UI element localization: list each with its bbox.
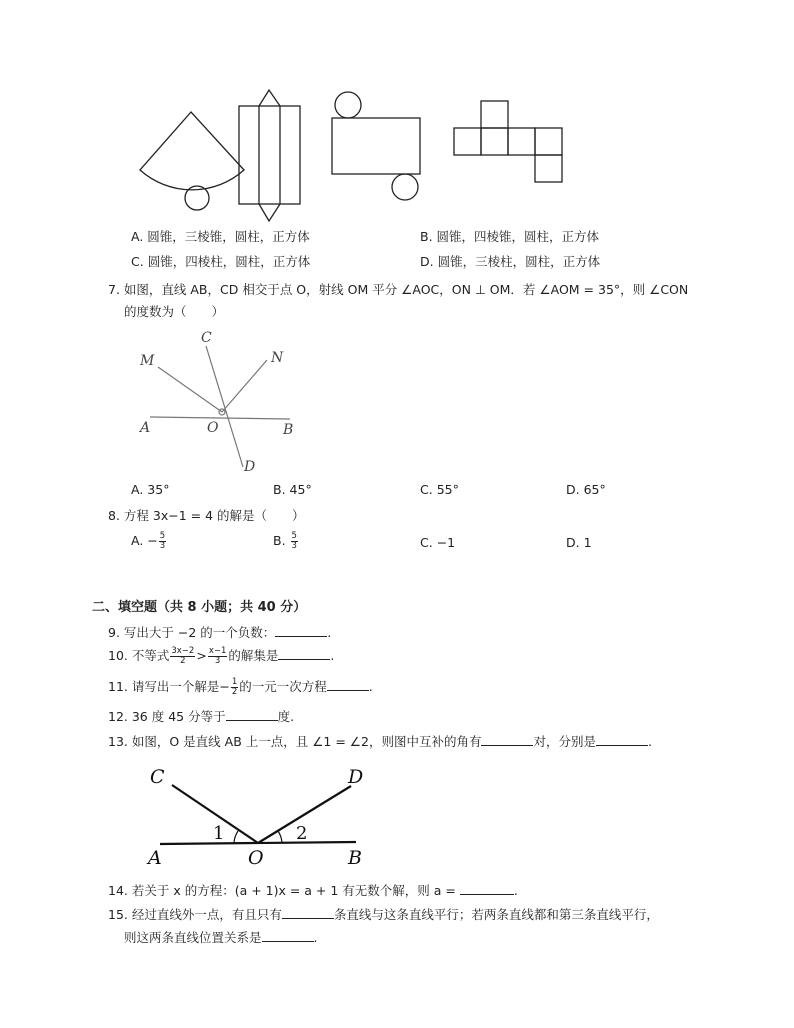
q15-line1	[108, 906, 659, 923]
q13-label-c: C	[150, 766, 165, 788]
option-letter: D.	[420, 254, 434, 269]
option-text: 1	[583, 535, 592, 550]
fraction-numerator: 3x−2	[171, 646, 195, 656]
q12-text: 12. 36 度 45 分等于	[108, 709, 226, 724]
fraction-denominator: 3	[159, 541, 166, 551]
q9-text: 9. 写出大于 −2 的一个负数：	[108, 625, 276, 640]
option-letter: A.	[131, 533, 144, 548]
option-text: 65°	[583, 482, 606, 497]
option-letter: A.	[131, 229, 144, 244]
fraction-denominator: 3	[214, 656, 221, 666]
fraction-numerator: 5	[159, 531, 166, 541]
fraction-denominator: 3	[291, 541, 297, 551]
q11-end: .	[368, 679, 373, 694]
q13-text: 13. 如图，O 是直线 AB 上一点，且 ∠1 = ∠2，则图中互补的角有	[108, 734, 482, 749]
q15-text: 15. 经过直线外一点，有且只有	[108, 907, 282, 922]
q14-answer-blank[interactable]	[460, 882, 514, 895]
q13-label-a: A	[148, 847, 162, 869]
q15-answer-blank-1[interactable]	[282, 906, 334, 919]
option-letter: A.	[131, 482, 144, 497]
q8-stem: 8. 方程 3x−1 = 4 的解是（ ）	[108, 508, 305, 523]
q11-text: 11. 请写出一个解是	[108, 679, 220, 694]
option-letter: C.	[420, 535, 433, 550]
q13-angle-1-label: 1	[213, 823, 225, 844]
q7-label-o: O	[207, 420, 219, 436]
q13-angle-2-label: 2	[296, 823, 308, 844]
option-letter: D.	[566, 482, 580, 497]
q7-label-n: N	[271, 350, 284, 366]
option-letter: D.	[566, 535, 580, 550]
option-letter: B.	[273, 533, 286, 548]
q7-label-m: M	[140, 353, 155, 369]
q11-sign: −	[219, 679, 230, 694]
q9-end: .	[327, 625, 332, 640]
q15-end: .	[313, 930, 318, 945]
fraction-numerator: 1	[231, 677, 238, 687]
option-sign: −	[147, 533, 158, 548]
q7-label-b: B	[283, 422, 294, 438]
section-title: 二、填空题（共 8 小题；共 40 分）	[92, 600, 307, 615]
fraction-numerator: 5	[291, 531, 297, 541]
q15-line2	[124, 929, 318, 946]
q13-label-b: B	[348, 847, 362, 869]
fraction-numerator: x−1	[208, 646, 227, 656]
q14-end: .	[513, 883, 518, 898]
q13-end: .	[647, 734, 652, 749]
q13-text-mid: 对，分别是	[533, 734, 596, 749]
q7-label-c: C	[201, 330, 212, 346]
option-text: 圆锥，三棱锥，圆柱，正方体	[147, 229, 310, 244]
option-text: −1	[436, 535, 456, 550]
option-text: 55°	[436, 482, 459, 497]
option-text: 圆锥，四棱锥，圆柱，正方体	[436, 229, 600, 244]
q10-end: .	[330, 648, 335, 663]
q7-stem-line1: 7. 如图，直线 AB，CD 相交于点 O，射线 OM 平分 ∠AOC，ON ⊥ OM．若 ∠AOM = 35°，则 ∠CON	[108, 282, 689, 297]
option-text: 35°	[147, 482, 170, 497]
q13-label-o: O	[248, 847, 264, 869]
q12-end: 度.	[277, 709, 295, 724]
q13-label-d: D	[348, 766, 364, 788]
q7-label-d: D	[244, 459, 256, 475]
q15-answer-blank-2[interactable]	[262, 929, 314, 942]
option-letter: B.	[273, 482, 286, 497]
q7-stem-line2: 的度数为（ ）	[124, 304, 225, 319]
q7-label-a: A	[140, 420, 151, 436]
q15-text-line2: 则这两条直线位置关系是	[124, 930, 262, 945]
q14-text: 14. 若关于 x 的方程：(a + 1)x = a + 1 有无数个解，则 a =	[108, 883, 456, 898]
fraction-denominator: 2	[180, 656, 186, 666]
option-letter: C.	[420, 482, 433, 497]
q11-text-mid: 的一元一次方程	[239, 679, 327, 694]
q10-text-mid: 的解集是	[228, 648, 279, 663]
q10-text: 10. 不等式	[108, 648, 170, 663]
option-text: 圆锥，四棱柱，圆柱，正方体	[147, 254, 311, 269]
q14	[108, 882, 518, 899]
fraction-denominator: 2	[231, 687, 238, 697]
option-letter: C.	[131, 254, 144, 269]
option-text: 圆锥，三棱柱，圆柱，正方体	[437, 254, 601, 269]
option-letter: B.	[420, 229, 433, 244]
q15-text-mid: 条直线与这条直线平行；若两条直线都和第三条直线平行，	[333, 907, 659, 922]
option-text: 45°	[289, 482, 312, 497]
q10-operator: >	[196, 648, 207, 663]
